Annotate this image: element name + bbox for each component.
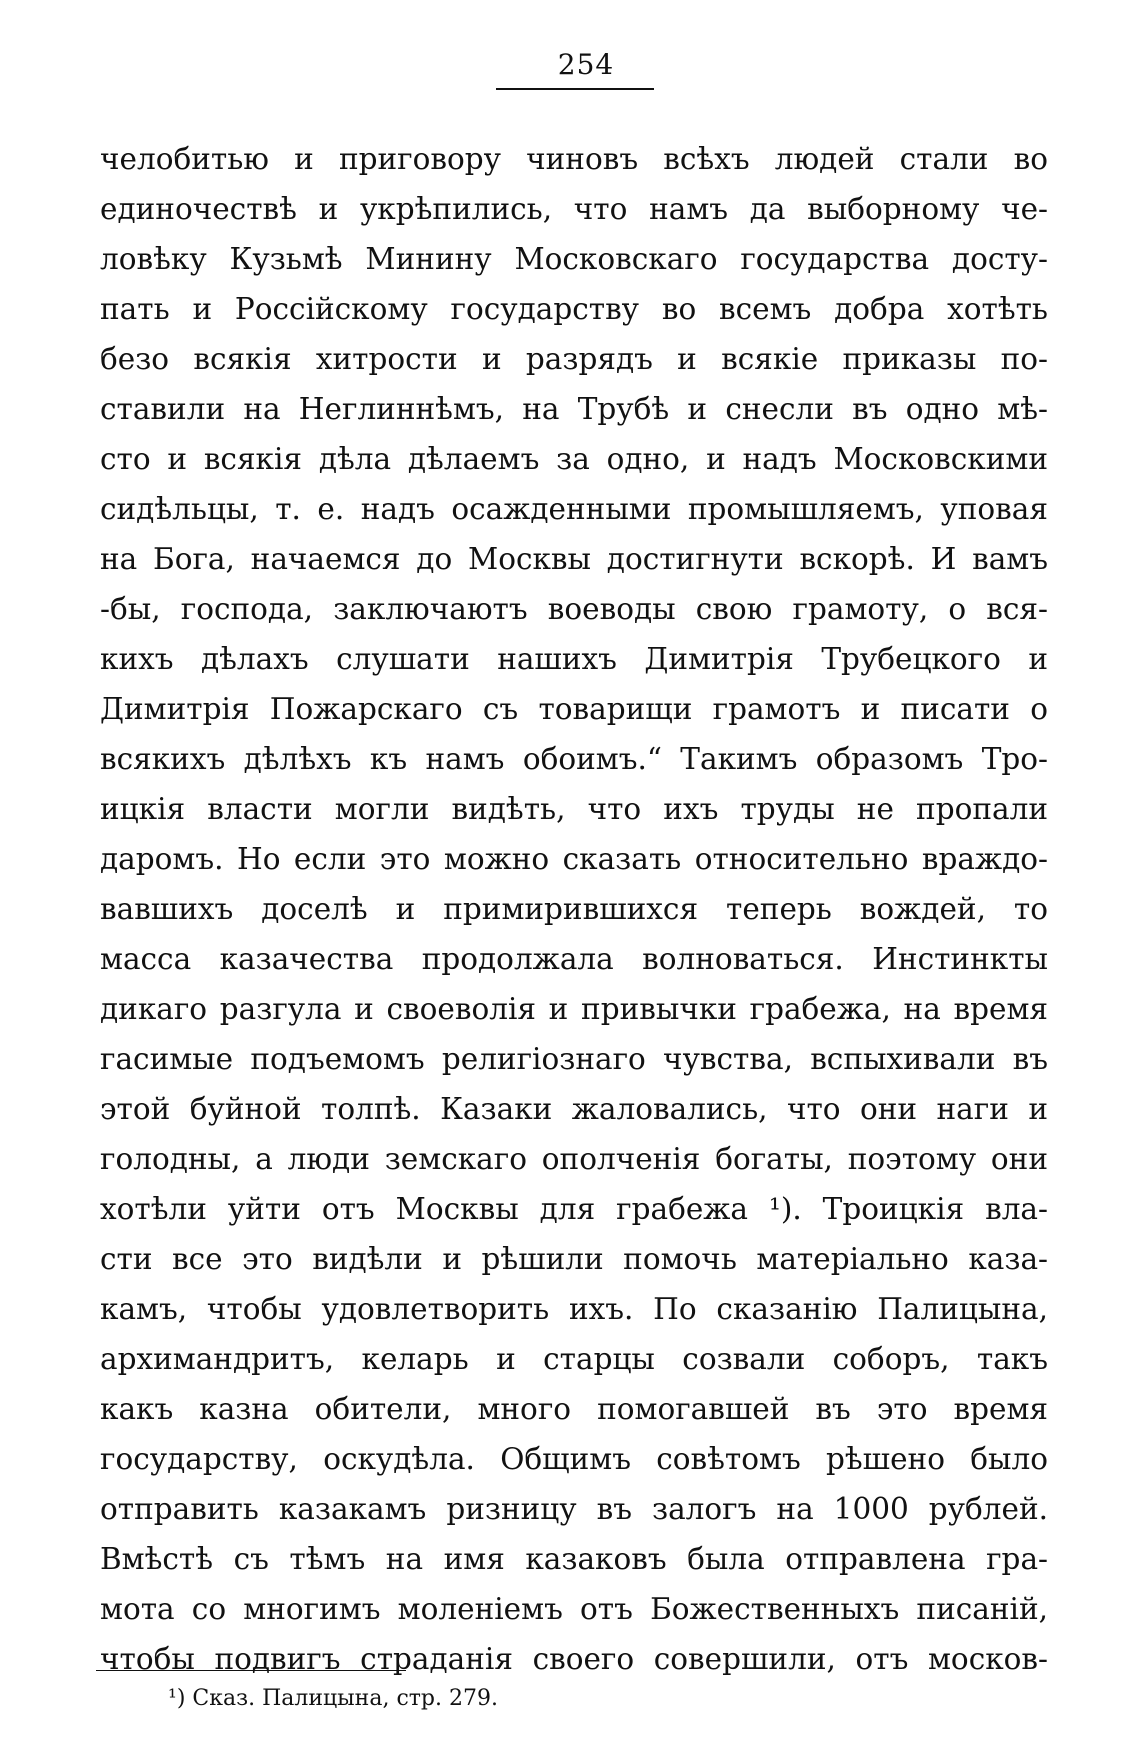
text-line: кихъ дѣлахъ слушати нашихъ Димитрія Трубецкого и xyxy=(100,642,1048,676)
text-line: безо всякія хитрости и разрядъ и всякіе приказы по- xyxy=(100,342,1048,376)
text-line: какъ казна обители, много помогавшей въ это время xyxy=(100,1392,1048,1426)
body-text xyxy=(100,134,1048,1684)
text-line: всякихъ дѣлѣхъ къ намъ обоимъ.“ Такимъ образомъ Тро- xyxy=(100,742,1048,776)
text-line: дикаго разгула и своеволія и привычки грабежа, на время xyxy=(100,992,1048,1026)
text-line: -бы, господа, заключаютъ воеводы свою грамоту, о вся- xyxy=(100,592,1048,626)
text-line: сидѣльцы, т. е. надъ осажденными промышляемъ, уповая xyxy=(100,492,1048,526)
text-line: камъ, чтобы удовлетворить ихъ. По сказанію Палицына, xyxy=(100,1292,1048,1326)
footnote-rule xyxy=(96,1670,406,1671)
page-number: 254 xyxy=(557,48,615,81)
text-line: вавшихъ доселѣ и примирившихся теперь вождей, то xyxy=(100,892,1048,926)
text-line: чтобы подвигъ страданія своего совершили, отъ москов- xyxy=(100,1642,1048,1676)
text-line: архимандритъ, келарь и старцы созвали соборъ, такъ xyxy=(100,1342,1048,1376)
text-line: сти все это видѣли и рѣшили помочь матеріально каза- xyxy=(100,1242,1048,1276)
header-rule xyxy=(496,88,654,90)
text-line: хотѣли уйти отъ Москвы для грабежа ¹). Троицкія вла- xyxy=(100,1192,1048,1226)
text-line: этой буйной толпѣ. Казаки жаловались, что они наги и xyxy=(100,1092,1048,1126)
text-line: масса казачества продолжала волноваться. Инстинкты xyxy=(100,942,1048,976)
text-line: мота со многимъ моленіемъ отъ Божественныхъ писаній, xyxy=(100,1592,1048,1626)
footnote: ¹) Сказ. Палицына, стр. 279. xyxy=(168,1686,498,1711)
text-line: гасимые подъемомъ религіознаго чувства, вспыхивали въ xyxy=(100,1042,1048,1076)
text-line: Димитрія Пожарскаго съ товарищи грамотъ и писати о xyxy=(100,692,1048,726)
text-line: пать и Россійскому государству во всемъ добра хотѣть xyxy=(100,292,1048,326)
text-line: государству, оскудѣла. Общимъ совѣтомъ рѣшено было xyxy=(100,1442,1048,1476)
text-line: сто и всякія дѣла дѣлаемъ за одно, и надъ Московскими xyxy=(100,442,1048,476)
text-line: ставили на Неглиннѣмъ, на Трубѣ и снесли въ одно мѣ- xyxy=(100,392,1048,426)
text-line: Вмѣстѣ съ тѣмъ на имя казаковъ была отправлена гра- xyxy=(100,1542,1048,1576)
text-line: ловѣку Кузьмѣ Минину Московскаго государства досту- xyxy=(100,242,1048,276)
text-line: ицкія власти могли видѣть, что ихъ труды не пропали xyxy=(100,792,1048,826)
text-line: голодны, а люди земскаго ополченія богаты, поэтому они xyxy=(100,1142,1048,1176)
text-line: челобитью и приговору чиновъ всѣхъ людей стали во xyxy=(100,142,1048,176)
text-line: единочествѣ и укрѣпились, что намъ да выборному че- xyxy=(100,192,1048,226)
text-line: отправить казакамъ ризницу въ залогъ на 1000 рублей. xyxy=(100,1492,1048,1526)
text-line: на Бога, начаемся до Москвы достигнути вскорѣ. И вамъ xyxy=(100,542,1048,576)
text-line: даромъ. Но если это можно сказать относительно враждо- xyxy=(100,842,1048,876)
